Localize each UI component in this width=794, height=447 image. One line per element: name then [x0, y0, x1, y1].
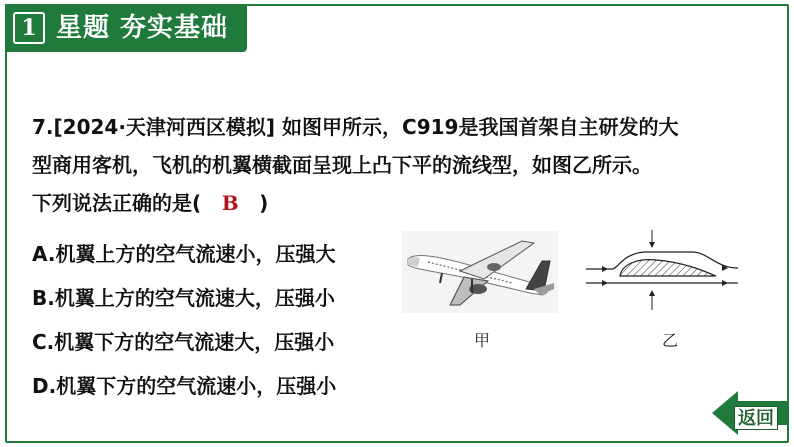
answer-mark: B — [221, 191, 239, 215]
airplane-figure — [402, 231, 558, 313]
wing-caption: 乙 — [662, 331, 679, 350]
question-paren-close: ) — [259, 191, 269, 215]
airplane-caption: 甲 — [474, 331, 491, 350]
options-list — [32, 232, 336, 408]
section-title: 星题 夯实基础 — [56, 13, 229, 43]
back-button[interactable]: 返回 — [734, 406, 778, 430]
option-a[interactable]: A.机翼上方的空气流速小，压强大 — [32, 242, 336, 266]
option-c[interactable]: C.机翼下方的空气流速大，压强小 — [32, 330, 335, 354]
wing-cross-section-figure — [582, 228, 742, 312]
section-number-badge: 1 — [13, 12, 45, 44]
option-d[interactable]: D.机翼下方的空气流速小，压强小 — [32, 374, 337, 398]
option-b[interactable]: B.机翼上方的空气流速大，压强小 — [32, 286, 335, 310]
question-text — [32, 108, 782, 222]
question-prompt: 下列说法正确的是( — [32, 191, 202, 215]
question-line-3 — [32, 184, 782, 222]
question-line-1: 7.[2024·天津河西区模拟] 如图甲所示，C919是我国首架自主研发的大 — [32, 115, 679, 139]
question-line-2: 型商用客机，飞机的机翼横截面呈现上凸下平的流线型，如图乙所示。 — [32, 153, 652, 177]
